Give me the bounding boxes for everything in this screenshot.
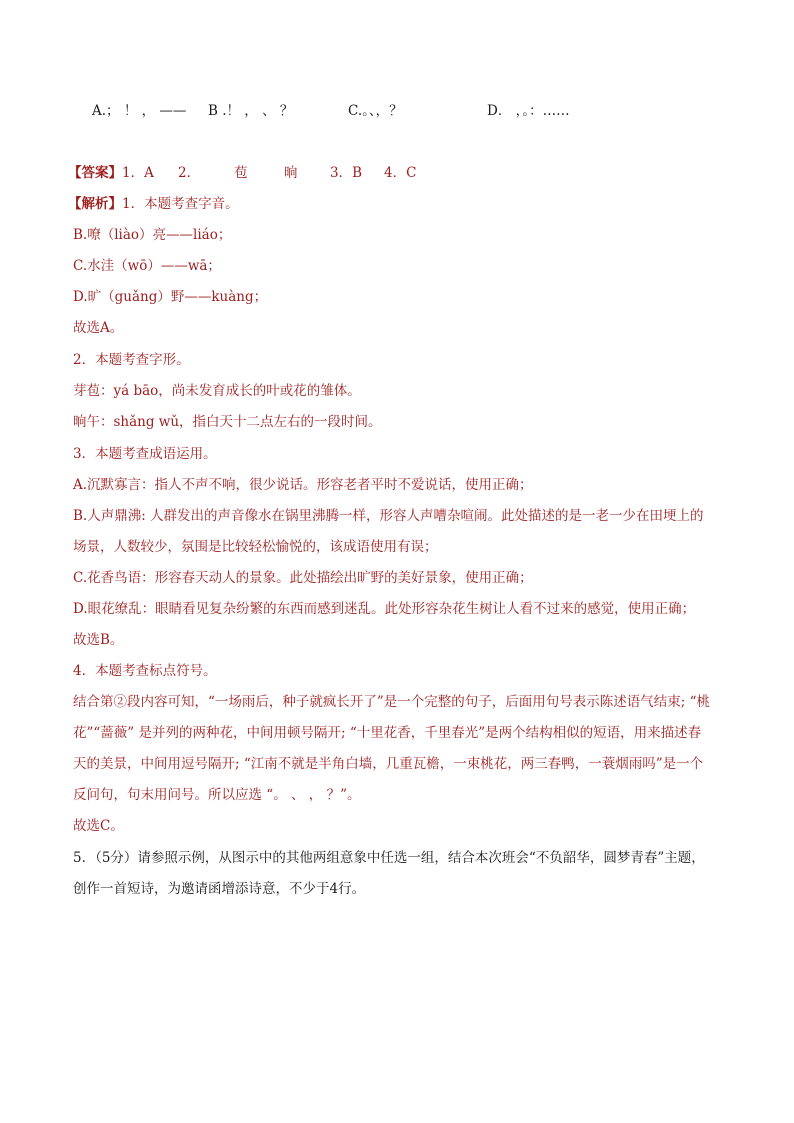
answer-item: 苞 bbox=[234, 165, 248, 181]
answer-item: 1．A bbox=[122, 165, 154, 181]
analysis-line: 故选B。 bbox=[73, 632, 124, 648]
analysis-first: 1．本题考查字音。 bbox=[122, 196, 239, 212]
analysis-line: 3．本题考查成语运用。 bbox=[73, 446, 217, 462]
analysis-line: 4．本题考查标点符号。 bbox=[73, 663, 217, 679]
answer-item: 2． bbox=[178, 165, 201, 181]
option-b: B .！ ， 、 ？ bbox=[208, 103, 294, 119]
analysis-line: D.眼花缭乱：眼睛看见复杂纷繁的东西而感到迷乱。此处形容杂花生树让人看不过来的感觉，使用正确； bbox=[73, 601, 696, 617]
analysis-line: 故选A。 bbox=[73, 320, 124, 336]
analysis-line: 故选C。 bbox=[73, 818, 124, 834]
analysis-line: B.嘹（liào）亮——liáo； bbox=[73, 227, 232, 243]
analysis-line: 反问句，句末用问号。所以应选 “。 、 ， ？”。 bbox=[73, 787, 361, 803]
analysis-heading bbox=[68, 194, 734, 214]
answer-bracket: 【答案】 bbox=[68, 165, 122, 181]
analysis-line: 结合第②段内容可知，“一场雨后，种子就疯长开了”是一个完整的句子，后面用句号表示陈述语气结束; “桃 bbox=[73, 694, 711, 710]
answer-item: 4．C bbox=[384, 165, 417, 181]
analysis-line: 场景，人数较少，氛围是比较轻松愉悦的，该成语使用有误； bbox=[73, 539, 438, 555]
option-a: A.； ！ ， —— bbox=[92, 103, 187, 119]
analysis-line: 晌午：shǎng wǔ，指白天十二点左右的一段时间。 bbox=[73, 414, 382, 430]
analysis-line: B.人声鼎沸: 人群发出的声音像水在锅里沸腾一样，形容人声嘈杂喧闹。此处描述的是一老一少在田埂上的 bbox=[73, 508, 704, 524]
analysis-line: 花”“蔷薇” 是并列的两种花，中间用顿号隔开; “十里花香，千里春光”是两个结构相似的短语，用来描述春 bbox=[73, 725, 702, 741]
analysis-line: A.沉默寡言：指人不声不响，很少说话。形容老者平时不爱说话，使用正确； bbox=[73, 477, 533, 493]
option-d: D． ，。：…… bbox=[487, 103, 570, 119]
analysis-line: C.花香鸟语：形容春天动人的景象。此处描绘出旷野的美好景象，使用正确； bbox=[73, 570, 533, 586]
analysis-line: 2．本题考查字形。 bbox=[73, 352, 190, 368]
analysis-bracket: 【解析】 bbox=[68, 196, 122, 212]
analysis-line: D.旷（guǎng）野——kuàng； bbox=[73, 289, 268, 305]
analysis-line: 天的美景，中间用逗号隔开; “江南不就是半角白墙，几重瓦檐，一束桃花，两三春鸭，一蓑烟雨吗”是一个 bbox=[73, 756, 704, 772]
answer-item: 晌 bbox=[284, 165, 298, 181]
question-5-line-2: 创作一首短诗，为邀请函增添诗意，不少于4行。 bbox=[73, 881, 366, 897]
analysis-line: 芽苞：yá bāo，尚未发育成长的叶或花的雏体。 bbox=[73, 383, 361, 399]
analysis-line: C.水洼（wō）——wā； bbox=[73, 258, 221, 274]
answer-item: 3．B bbox=[330, 165, 363, 181]
option-c: C.。、，？ bbox=[348, 103, 403, 119]
question-5-line-1: 5．（5分）请参照示例，从图示中的其他两组意象中任选一组，结合本次班会“不负韶华，圆梦青春”主题， bbox=[73, 850, 705, 866]
answer-line bbox=[68, 163, 734, 183]
